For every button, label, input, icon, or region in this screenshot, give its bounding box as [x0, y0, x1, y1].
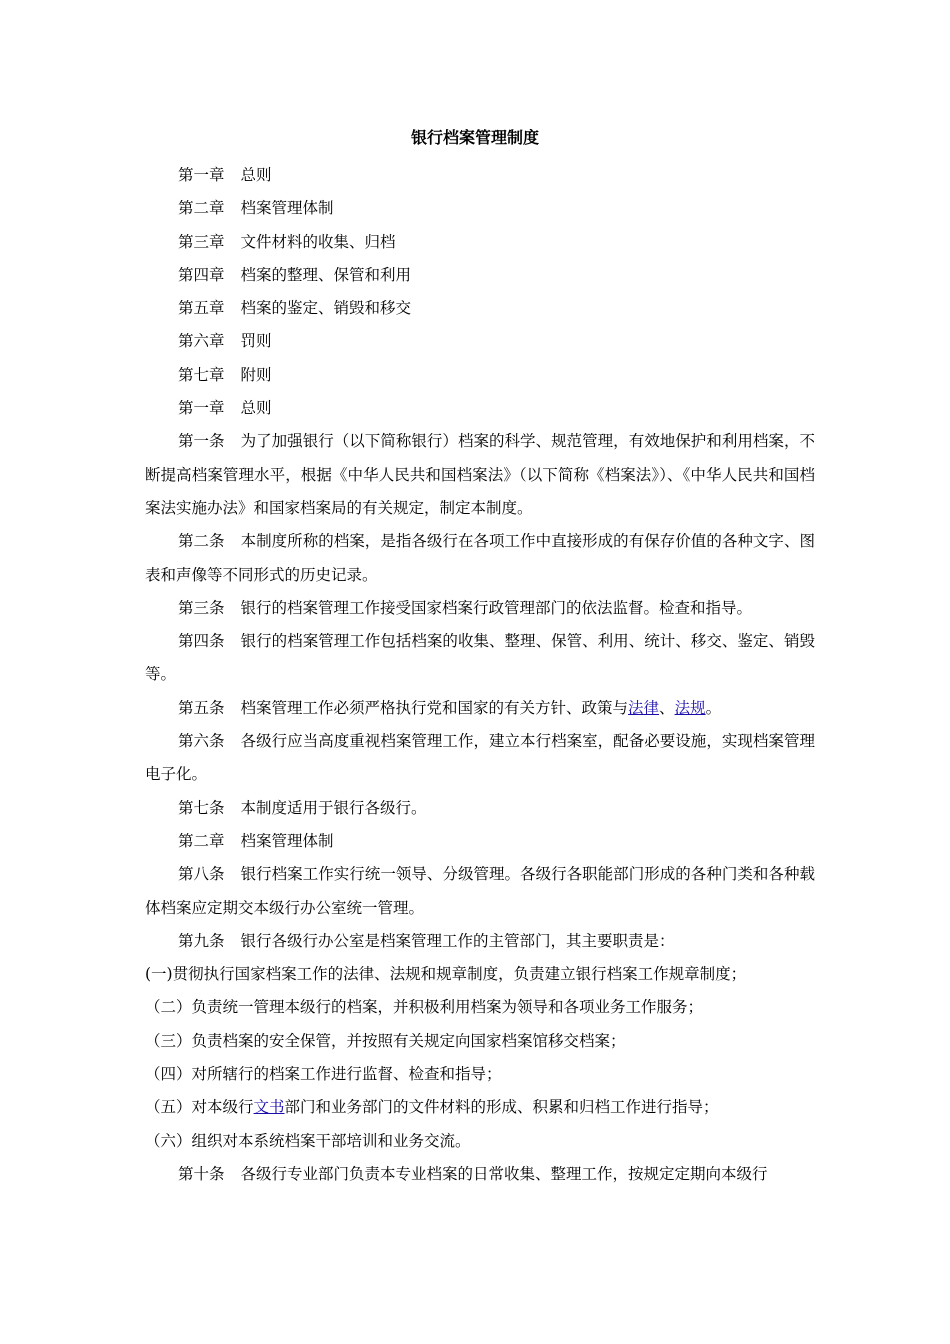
duty-item: （二）负责统一管理本级行的档案，并积极利用档案为领导和各项业务工作服务；: [145, 998, 704, 1017]
toc-item: 第七章 附则: [178, 365, 272, 384]
regulation-link[interactable]: 法规: [674, 698, 706, 717]
article-2: 第二条 本制度所称的档案，是指各级行在各项工作中直接形成的有保存价值的各种文字、图表和声像等不同形式的历史记录。: [145, 532, 815, 584]
document-title: 银行档案管理制度: [410, 128, 539, 147]
article-1: 第一条 为了加强银行（以下简称银行）档案的科学、规范管理，有效地保护和利用档案，不断提高档案管理水平，根据《中华人民共和国档案法》（以下简称《档案法》）、《中华人民共和国档案法实施办法》和国家档案局的有关规定，制定本制度。: [145, 432, 815, 517]
article-7: 第七条 本制度适用于银行各级行。: [178, 798, 427, 817]
article-8: 第八条 银行档案工作实行统一领导、分级管理。各级行各职能部门形成的各种门类和各种载体档案应定期交本级行办公室统一管理。: [145, 865, 815, 917]
article-3: 第三条 银行的档案管理工作接受国家档案行政管理部门的依法监督。检查和指导。: [178, 598, 753, 617]
toc-item: 第一章 总则: [178, 166, 272, 184]
duty-item: （六）组织对本系统档案干部培训和业务交流。: [145, 1131, 471, 1150]
article-5: 第五条 档案管理工作必须严格执行党和国家的有关方针、政策与法律、法规。: [178, 698, 722, 717]
article-9: 第九条 银行各级行办公室是档案管理工作的主管部门，其主要职责是：: [178, 931, 675, 950]
duty-item: (一)贯彻执行国家档案工作的法律、法规和规章制度，负责建立银行档案工作规章制度；: [145, 965, 747, 984]
documents-link[interactable]: 文书: [253, 1098, 285, 1117]
duty-item: （四）对所辖行的档案工作进行监督、检查和指导；: [145, 1065, 502, 1084]
toc-item: 第二章 档案管理体制: [178, 199, 334, 218]
chapter-heading: 第二章 档案管理体制: [178, 831, 334, 850]
article-4: 第四条 银行的档案管理工作包括档案的收集、整理、保管、利用、统计、移交、鉴定、销毁等。: [145, 632, 815, 684]
toc-item: 第四章 档案的整理、保管和利用: [178, 265, 412, 284]
toc-item: 第六章 罚则: [178, 332, 272, 351]
toc-item: 第五章 档案的鉴定、销毁和移交: [178, 299, 412, 318]
duty-item: （五）对本级行文书部门和业务部门的文件材料的形成、积累和归档工作进行指导；: [145, 1098, 719, 1117]
duty-item: （三）负责档案的安全保管，并按照有关规定向国家档案馆移交档案；: [145, 1031, 626, 1050]
toc-item: 第三章 文件材料的收集、归档: [178, 232, 396, 251]
article-10: 第十条 各级行专业部门负责本专业档案的日常收集、整理工作，按规定定期向本级行: [178, 1164, 768, 1183]
chapter-heading: 第一章 总则: [178, 399, 272, 418]
law-link[interactable]: 法律: [628, 698, 660, 717]
document-body: [145, 159, 815, 1191]
article-6: 第六条 各级行应当高度重视档案管理工作，建立本行档案室，配备必要设施，实现档案管理电子化。: [145, 732, 815, 784]
